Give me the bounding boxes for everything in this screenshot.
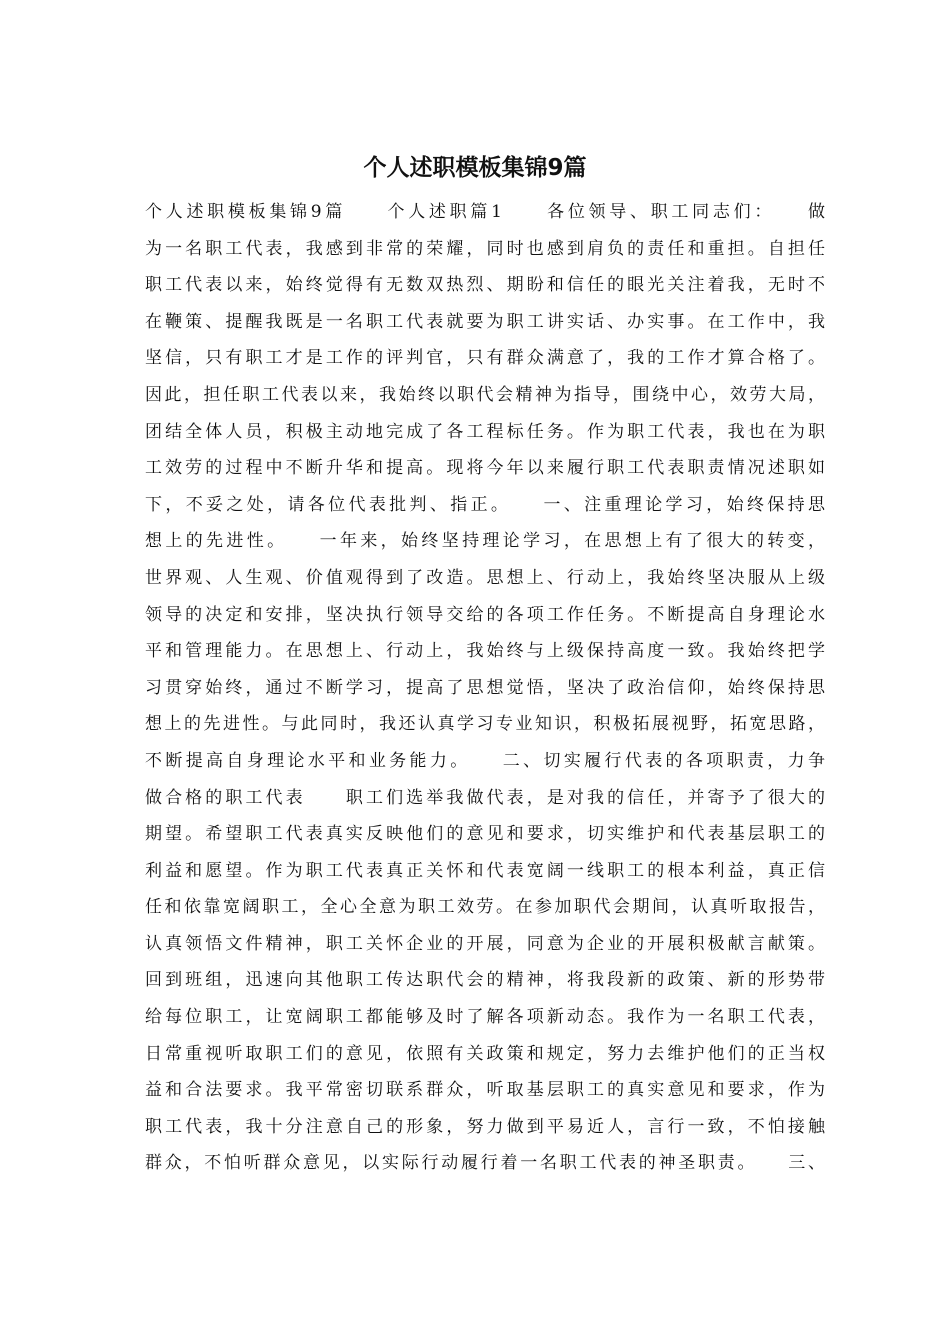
body-line: 工效劳的过程中不断升华和提高。现将今年以来履行职工代表职责情况述职如 — [145, 458, 825, 479]
document-title: 个人述职模板集锦9篇 — [363, 155, 587, 181]
body-line: 想上的先进性。 一年来，始终坚持理论学习，在思想上有了很大的转变， — [145, 531, 825, 552]
body-line: 世界观、人生观、价值观得到了改造。思想上、行动上，我始终坚决服从上级 — [145, 567, 825, 588]
body-line: 坚信，只有职工才是工作的评判官，只有群众满意了，我的工作才算合格了。 — [145, 348, 825, 369]
body-line: 职工代表以来，始终觉得有无数双热烈、期盼和信任的眼光关注着我，无时不 — [145, 275, 825, 296]
body-line: 给每位职工，让宽阔职工都能够及时了解各项新动态。我作为一名职工代表， — [145, 1007, 825, 1028]
body-line: 平和管理能力。在思想上、行动上，我始终与上级保持高度一致。我始终把学 — [145, 641, 825, 662]
body-line: 想上的先进性。与此同时，我还认真学习专业知识，积极拓展视野，拓宽思路， — [145, 714, 825, 735]
body-line: 因此，担任职工代表以来，我始终以职代会精神为指导，围绕中心，效劳大局， — [145, 384, 825, 405]
body-line: 个人述职模板集锦9篇 个人述职篇1 各位领导、职工同志们： 做 — [145, 202, 825, 222]
body-line: 职工代表，我十分注意自己的形象，努力做到平易近人，言行一致，不怕接触 — [145, 1116, 825, 1137]
body-line: 在鞭策、提醒我既是一名职工代表就要为职工讲实话、办实事。在工作中，我 — [145, 311, 825, 332]
body-line: 回到班组，迅速向其他职工传达职代会的精神，将我段新的政策、新的形势带 — [145, 970, 825, 991]
body-line: 团结全体人员，积极主动地完成了各工程标任务。作为职工代表，我也在为职 — [145, 421, 825, 442]
body-line: 下，不妥之处，请各位代表批判、指正。 一、注重理论学习，始终保持思 — [145, 494, 825, 515]
body-line: 期望。希望职工代表真实反映他们的意见和要求，切实维护和代表基层职工的 — [145, 824, 825, 845]
body-line: 任和依靠宽阔职工，全心全意为职工效劳。在参加职代会期间，认真听取报告， — [145, 897, 825, 918]
body-line: 益和合法要求。我平常密切联系群众，听取基层职工的真实意见和要求，作为 — [145, 1080, 825, 1101]
body-line: 为一名职工代表，我感到非常的荣耀，同时也感到肩负的责任和重担。自担任 — [145, 238, 825, 259]
body-line: 利益和愿望。作为职工代表真正关怀和代表宽阔一线职工的根本利益，真正信 — [145, 860, 825, 881]
body-line: 习贯穿始终，通过不断学习，提高了思想觉悟，坚决了政治信仰，始终保持思 — [145, 677, 825, 698]
body-line: 认真领悟文件精神，职工关怀企业的开展，同意为企业的开展积极献言献策。 — [145, 933, 825, 954]
body-line: 日常重视听取职工们的意见，依照有关政策和规定，努力去维护他们的正当权 — [145, 1043, 825, 1064]
body-line: 领导的决定和安排，坚决执行领导交给的各项工作任务。不断提高自身理论水 — [145, 604, 825, 625]
body-line: 群众，不怕听群众意见，以实际行动履行着一名职工代表的神圣职责。 三、 — [145, 1153, 825, 1174]
document-body — [145, 194, 825, 1182]
body-line: 做合格的职工代表 职工们选举我做代表，是对我的信任，并寄予了很大的 — [145, 787, 825, 808]
body-line: 不断提高自身理论水平和业务能力。 二、切实履行代表的各项职责，力争 — [145, 750, 825, 771]
